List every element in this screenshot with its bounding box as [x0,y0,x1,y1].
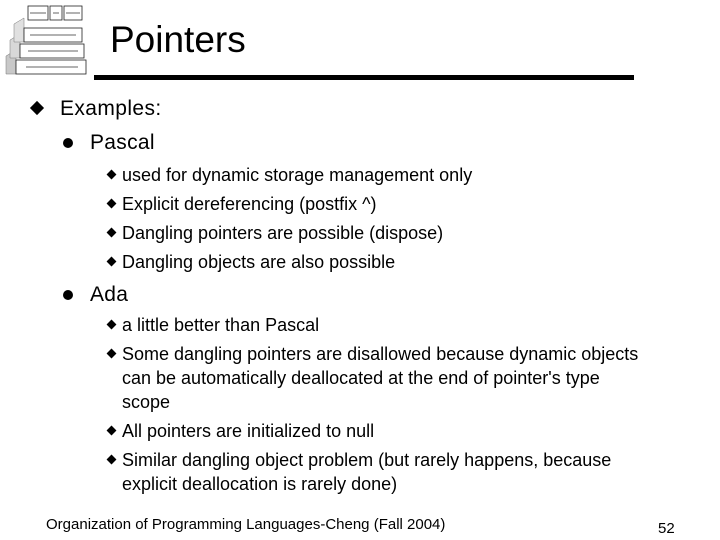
pascal-item: Explicit dereferencing (postfix ^) [122,194,377,214]
ada-item: All pointers are initialized to null [122,421,375,441]
slide-title: Pointers [110,19,246,60]
diamond-bullet-icon [30,101,44,115]
round-bullet-icon [63,138,73,148]
ada-item: Similar dangling object problem (but rarely happens, because [122,450,612,470]
ada-item: Some dangling pointers are disallowed because dynamic objects [122,344,639,364]
pascal-item: used for dynamic storage management only [122,165,473,185]
slide-footer: Organization of Programming Languages-Cheng (Fall 2004) [46,516,446,533]
round-bullet-icon [63,290,73,300]
ada-item-continuation: can be automatically deallocated at the end of pointer's type [122,368,600,388]
small-diamond-bullet-icon [107,170,117,180]
bullet-ada: Ada [90,283,129,306]
small-diamond-bullet-icon [107,228,117,238]
small-diamond-bullet-icon [107,320,117,330]
title-underline [94,75,634,80]
small-diamond-bullet-icon [107,199,117,209]
ada-item-continuation: explicit deallocation is rarely done) [122,474,398,494]
bullet-examples: Examples: [60,97,162,120]
small-diamond-bullet-icon [107,426,117,436]
pascal-item: Dangling objects are also possible [122,252,396,272]
small-diamond-bullet-icon [107,455,117,465]
pascal-item: Dangling pointers are possible (dispose) [122,223,444,243]
small-diamond-bullet-icon [107,257,117,267]
page-number: 52 [658,520,675,537]
layered-stack-logo-icon [2,2,102,76]
small-diamond-bullet-icon [107,349,117,359]
bullet-pascal: Pascal [90,131,155,154]
ada-item-continuation: scope [122,392,171,412]
ada-item: a little better than Pascal [122,315,320,335]
